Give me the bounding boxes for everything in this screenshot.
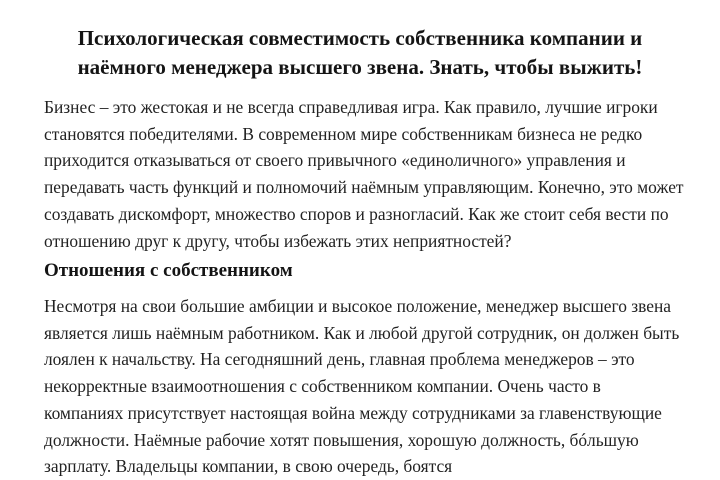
intro-paragraph: Бизнес – это жестокая и не всегда справедливая игра. Как правило, лучшие игроки становятся победителями. В современном мире собственникам бизнеса не редко приходится отказываться от своего привычного «единоличного» управления и передавать часть функций и полномочий наёмным управляющим. Конечно, это может создавать дискомфорт, множество споров и разногласий. Как же стоит себя вести по отношению друг к другу, чтобы избежать этих неприятностей? — [44, 97, 684, 251]
document-title-line-2: наёмного менеджера высшего звена. Знать, чтобы выжить! — [77, 55, 643, 79]
section-heading: Отношения с собственником — [44, 260, 293, 281]
section-paragraph: Несмотря на свои большие амбиции и высокое положение, менеджер высшего звена является лишь наёмным работником. Как и любой другой сотрудник, он должен быть лоялен к начальству. На сегодняшний день, главная проблема менеджеров – это некорректные взаимоотношения с собственником компании. Очень часто в компаниях присутствует настоящая война между сотрудниками за главенствующие должности. Наёмные рабочие хотят повышения, хорошую должность, бóльшую зарплату. Владельцы компании, в свою очередь, боятся — [44, 296, 680, 477]
document-title-line-1: Психологическая совместимость собственника компании и — [77, 26, 643, 50]
document-title — [40, 24, 680, 82]
